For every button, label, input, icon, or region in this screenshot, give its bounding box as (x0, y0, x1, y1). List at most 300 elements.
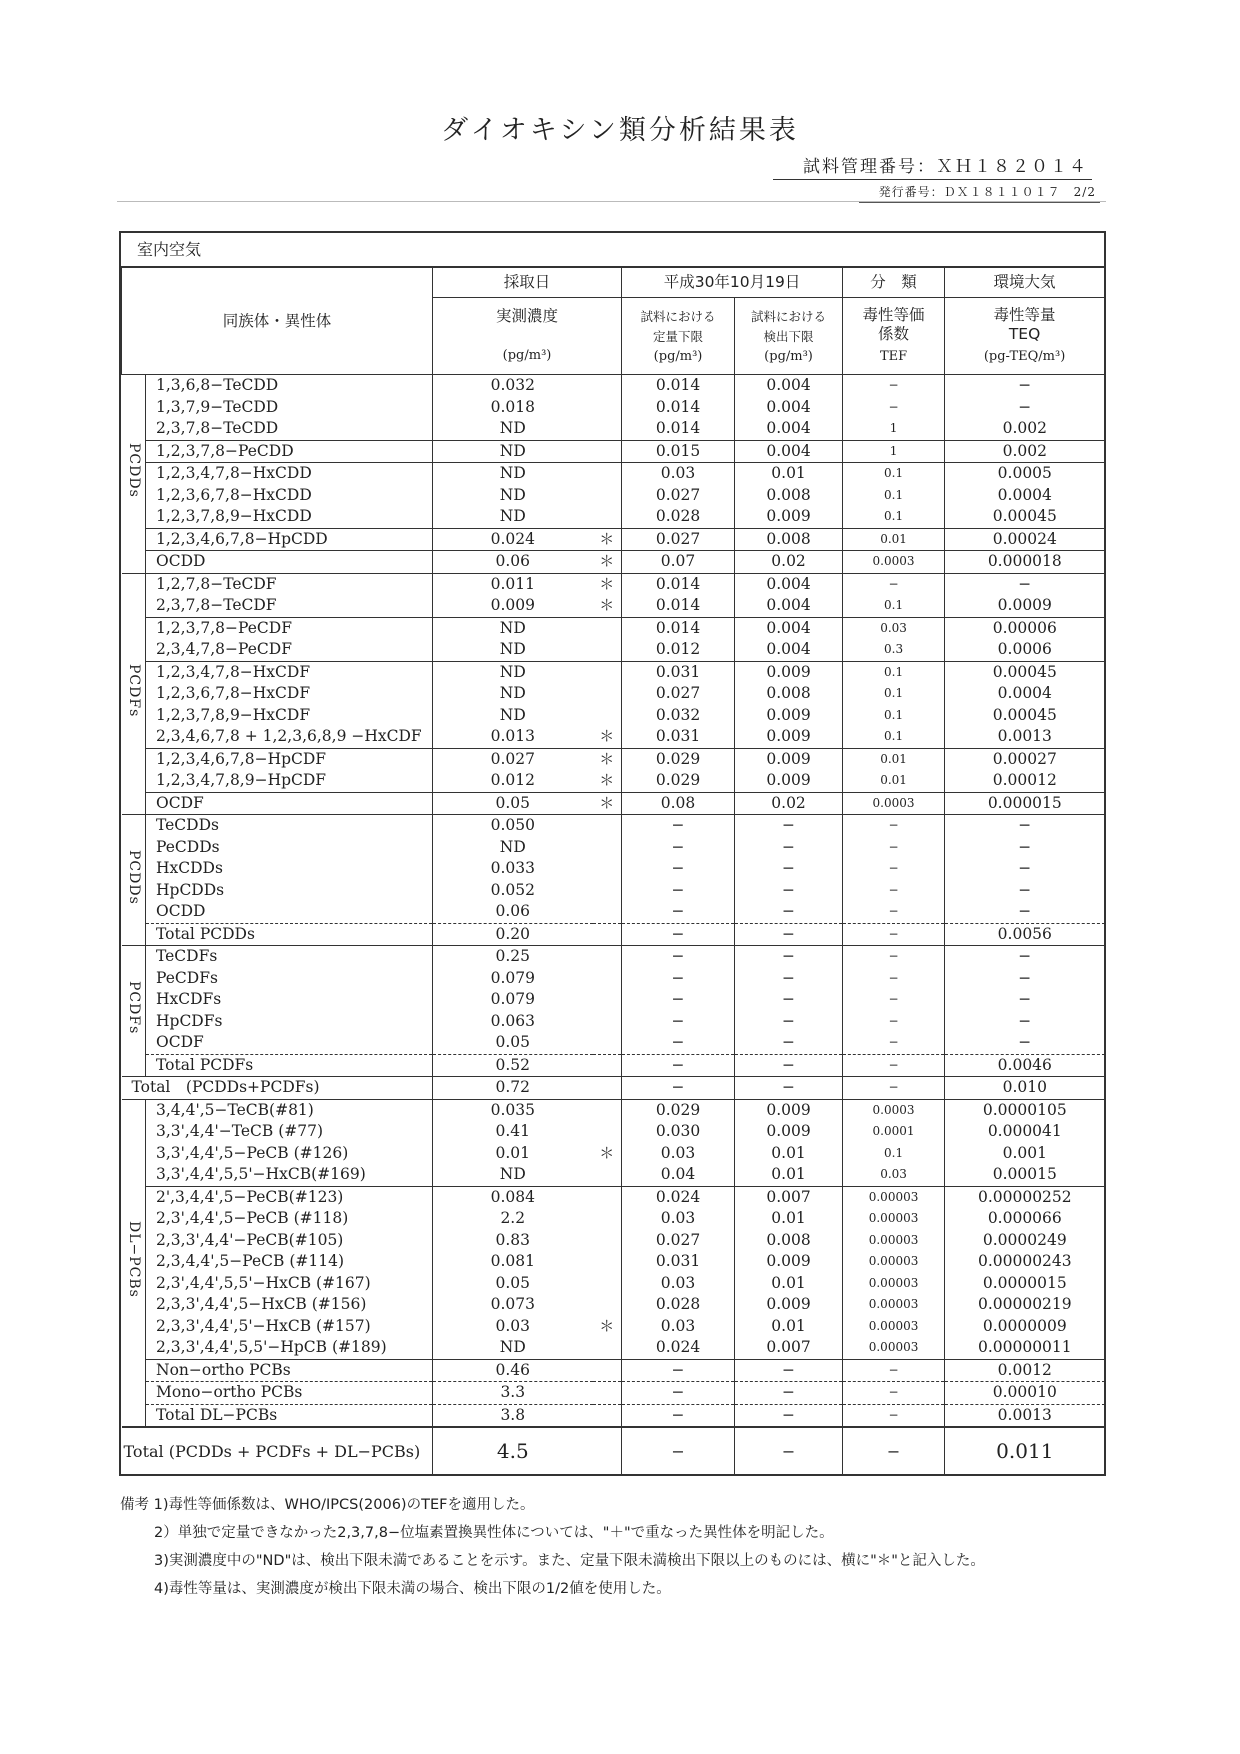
tef-value: 1 (843, 440, 945, 463)
quant-limit: − (622, 1011, 735, 1033)
congener-name: 2,3,7,8−TeCDD (156, 419, 279, 438)
below-quant-mark (593, 880, 622, 902)
quant-limit: 0.029 (622, 748, 735, 770)
tef-value: 0.01 (843, 770, 945, 792)
note-4: 4)毒性等量は、実測濃度が検出下限未満の場合、検出下限の1/2値を使用した。 (154, 1581, 671, 1597)
quant-limit: − (622, 946, 735, 968)
table-row (122, 1251, 1105, 1273)
congener-name: Total DL−PCBs (146, 1404, 433, 1427)
tef-value: 0.00003 (843, 1294, 945, 1316)
tef-value: 0.0003 (843, 1099, 945, 1121)
header-detect-limit: 試料における 検出下限 (pg/m³) (735, 298, 843, 375)
congener-name: 3,3',4,4',5−PeCB (#126) (156, 1143, 349, 1162)
measured-conc: 2.2 (433, 1208, 593, 1230)
teq-value: 0.0004 (945, 485, 1105, 507)
below-quant-mark: ＊ (593, 528, 622, 551)
tef-value: − (843, 815, 945, 837)
quant-limit: 0.024 (622, 1186, 735, 1208)
below-quant-mark: ＊ (593, 573, 622, 595)
table-row (122, 528, 1105, 551)
detect-limit: − (735, 1011, 843, 1033)
measured-conc: 0.52 (433, 1054, 593, 1077)
detect-limit: 0.004 (735, 595, 843, 617)
table-row (122, 946, 1105, 968)
teq-value: 0.00000243 (945, 1251, 1105, 1273)
below-quant-mark (593, 1294, 622, 1316)
table-row (122, 1208, 1105, 1230)
detect-limit: 0.01 (735, 463, 843, 485)
congener-name: 2,3,4,6,7,8 + 1,2,3,6,8,9 −HxCDF (156, 727, 422, 746)
measured-conc: 0.052 (433, 880, 593, 902)
group-pcdd-homologues-label: PCDDs (125, 849, 142, 905)
quant-limit: 0.031 (622, 726, 735, 748)
below-quant-mark (593, 946, 622, 968)
quant-limit: 0.04 (622, 1164, 735, 1186)
table-row (122, 551, 1105, 574)
table-row (122, 770, 1105, 792)
tef-value: − (843, 989, 945, 1011)
tef-value: − (843, 1382, 945, 1405)
measured-conc: 0.027 (433, 748, 593, 770)
header-tef: 毒性等価 係数 TEF (843, 298, 945, 375)
table-row (122, 858, 1105, 880)
detect-limit: 0.009 (735, 1099, 843, 1121)
table-row (122, 506, 1105, 528)
measured-conc: 0.024 (433, 528, 593, 551)
detect-limit: − (735, 880, 843, 902)
table-row (122, 726, 1105, 748)
table-row (122, 1230, 1105, 1252)
table-row (122, 901, 1105, 923)
measured-conc: 0.05 (433, 1273, 593, 1295)
below-quant-mark (593, 1404, 622, 1427)
tef-value: − (843, 397, 945, 419)
congener-name: 1,2,3,4,7,8−HxCDD (146, 463, 433, 485)
tef-value: 0.01 (843, 748, 945, 770)
below-quant-mark: ＊ (593, 748, 622, 770)
detect-limit: − (735, 837, 843, 859)
congener-name: 2',3,4,4',5−PeCB(#123) (146, 1186, 433, 1208)
teq-value: 0.00045 (945, 506, 1105, 528)
teq-value: 0.0013 (945, 1404, 1105, 1427)
measured-conc: 0.72 (433, 1077, 593, 1100)
detect-limit: 0.004 (735, 639, 843, 661)
below-quant-mark (593, 1011, 622, 1033)
measured-conc: 0.06 (433, 551, 593, 574)
detect-limit: − (735, 946, 843, 968)
teq-value: 0.000041 (945, 1121, 1105, 1143)
measured-conc: 3.3 (433, 1382, 593, 1405)
detect-limit: 0.009 (735, 1294, 843, 1316)
measured-conc: ND (433, 463, 593, 485)
below-quant-mark (593, 639, 622, 661)
table-row (122, 748, 1105, 770)
issue-number: 発行番号：ＤＸ１８１１０１７ 2/2 (859, 183, 1100, 203)
quant-limit: 0.014 (622, 573, 735, 595)
table-row (122, 968, 1105, 990)
table-row (122, 1032, 1105, 1054)
group-pcdfs (122, 573, 146, 815)
teq-value: 0.0005 (945, 463, 1105, 485)
below-quant-mark (593, 1382, 622, 1405)
group-pcdf-homologues-label: PCDFs (125, 981, 142, 1035)
measured-conc: ND (433, 506, 593, 528)
note-3: 3)実測濃度中の"ND"は、検出下限未満であることを示す。また、定量下限未満検出下限以上のものには、横に"＊"と記入した。 (154, 1553, 985, 1569)
teq-value: − (945, 858, 1105, 880)
congener-name: HpCDFs (156, 1011, 223, 1030)
quant-limit: 0.028 (622, 506, 735, 528)
table-row (122, 1359, 1105, 1382)
measured-conc: 0.05 (433, 792, 593, 815)
group-pcdds (122, 375, 146, 574)
quant-limit: − (622, 1054, 735, 1077)
table-row (122, 485, 1105, 507)
congener-name: 2,3',4,4',5−PeCB (#118) (156, 1209, 349, 1228)
measured-conc: 0.050 (433, 815, 593, 837)
detect-limit: 0.02 (735, 551, 843, 574)
below-quant-mark (593, 705, 622, 727)
detect-limit: 0.01 (735, 1143, 843, 1165)
detect-limit: 0.009 (735, 770, 843, 792)
teq-value: 0.002 (945, 418, 1105, 440)
header-sampling-date-label: 採取日 (433, 268, 622, 298)
below-quant-mark (593, 1230, 622, 1252)
below-quant-mark (593, 506, 622, 528)
below-quant-mark: ＊ (593, 551, 622, 574)
measured-conc: 0.079 (433, 968, 593, 990)
below-quant-mark (593, 837, 622, 859)
below-quant-mark (593, 463, 622, 485)
quant-limit: 0.014 (622, 418, 735, 440)
detect-limit: 0.007 (735, 1337, 843, 1359)
quant-limit: 0.015 (622, 440, 735, 463)
detect-limit: 0.009 (735, 705, 843, 727)
teq-value: 0.00045 (945, 661, 1105, 683)
quant-limit: 0.027 (622, 683, 735, 705)
teq-value: 0.00000252 (945, 1186, 1105, 1208)
quant-limit: − (622, 858, 735, 880)
congener-name: OCDD (156, 902, 206, 921)
congener-name: HxCDDs (156, 859, 223, 878)
detect-limit: − (735, 1382, 843, 1405)
group-dl-pcbs (122, 1099, 146, 1427)
tef-value: − (843, 923, 945, 946)
header-classification-label: 分 類 (843, 268, 945, 298)
teq-value: 0.0056 (945, 923, 1105, 946)
detect-limit: 0.007 (735, 1186, 843, 1208)
table-row (122, 923, 1105, 946)
table-row (122, 1099, 1105, 1121)
detect-limit: 0.01 (735, 1273, 843, 1295)
detect-limit: − (735, 815, 843, 837)
congener-name: PeCDDs (156, 837, 220, 856)
table-row (122, 1404, 1105, 1427)
quant-limit: 0.07 (622, 551, 735, 574)
table-row (122, 1427, 1105, 1474)
congener-name: 2,3,4,7,8−PeCDF (156, 640, 292, 659)
measured-conc: 0.012 (433, 770, 593, 792)
detect-limit: 0.008 (735, 485, 843, 507)
tef-value: 0.1 (843, 485, 945, 507)
table-body (122, 375, 1105, 1475)
congener-name: Total (PCDDs+PCDFs) (122, 1077, 433, 1100)
teq-value: 0.002 (945, 440, 1105, 463)
below-quant-mark (593, 901, 622, 923)
measured-conc: 0.06 (433, 901, 593, 923)
detect-limit: − (735, 989, 843, 1011)
tef-value: 0.00003 (843, 1251, 945, 1273)
header-sampling-date: 平成30年10月19日 (622, 268, 843, 298)
tef-value: 0.1 (843, 726, 945, 748)
measured-conc: 0.032 (433, 375, 593, 397)
congener-name: HxCDFs (156, 990, 222, 1009)
table-row (122, 705, 1105, 727)
below-quant-mark (593, 440, 622, 463)
quant-limit: 0.028 (622, 1294, 735, 1316)
quant-limit: 0.031 (622, 661, 735, 683)
table-row (122, 792, 1105, 815)
tef-value: − (843, 968, 945, 990)
header-classification: 環境大気 (945, 268, 1105, 298)
group-dl-pcbs-label: DL−PCBs (125, 1221, 142, 1299)
teq-value: 0.0009 (945, 595, 1105, 617)
below-quant-mark (593, 683, 622, 705)
quant-limit: 0.014 (622, 397, 735, 419)
quant-limit: − (622, 815, 735, 837)
below-quant-mark: ＊ (599, 1143, 615, 1162)
teq-value: 0.001 (945, 1143, 1105, 1165)
tef-value: 0.00003 (843, 1230, 945, 1252)
table-row (122, 1054, 1105, 1077)
table-row (122, 418, 1105, 440)
detect-limit: − (735, 1054, 843, 1077)
detect-limit: 0.009 (735, 748, 843, 770)
table-row (122, 1337, 1105, 1359)
congener-name: 1,2,3,7,8−PeCDD (146, 440, 433, 463)
congener-name: 1,3,7,9−TeCDD (156, 397, 279, 416)
congener-name: 2,3,3',4,4',5−HxCB (#156) (156, 1295, 367, 1314)
congener-name: 2,3,7,8−TeCDF (156, 596, 277, 615)
tef-value: 0.1 (843, 1143, 945, 1165)
measured-conc: 0.20 (433, 923, 593, 946)
teq-value: − (945, 901, 1105, 923)
teq-value: 0.010 (945, 1077, 1105, 1100)
quant-limit: 0.029 (622, 1099, 735, 1121)
sample-type: 室内空気 (121, 233, 1104, 267)
teq-value: 0.00010 (945, 1382, 1105, 1405)
quant-limit: 0.027 (622, 485, 735, 507)
congener-name: 2,3,3',4,4',5,5'−HpCB (#189) (156, 1338, 387, 1357)
table-row (122, 661, 1105, 683)
quant-limit: − (622, 1427, 735, 1474)
table-row (122, 463, 1105, 485)
detect-limit: 0.004 (735, 418, 843, 440)
quant-limit: − (622, 923, 735, 946)
tef-value: 0.0003 (843, 792, 945, 815)
congener-name: 1,2,7,8−TeCDF (146, 573, 433, 595)
table-row (122, 639, 1105, 661)
congener-name: Total PCDFs (146, 1054, 433, 1077)
detect-limit: 0.02 (735, 792, 843, 815)
teq-value: 0.000018 (945, 551, 1105, 574)
congener-name: 1,2,3,4,7,8−HxCDF (146, 661, 433, 683)
tef-value: − (843, 1404, 945, 1427)
measured-conc: ND (433, 837, 593, 859)
management-number: 試料管理番号：ＸＨ１８２０１４ (773, 152, 1092, 180)
detect-limit: 0.009 (735, 726, 843, 748)
below-quant-mark (593, 1359, 622, 1382)
congener-name: Mono−ortho PCBs (146, 1382, 433, 1405)
detect-limit: − (735, 1404, 843, 1427)
teq-value: − (945, 946, 1105, 968)
quant-limit: 0.03 (622, 463, 735, 485)
below-quant-mark: ＊ (593, 792, 622, 815)
notes (120, 1491, 985, 1603)
congener-name: 2,3,3',4,4'−PeCB(#105) (156, 1230, 344, 1249)
below-quant-mark (593, 858, 622, 880)
below-quant-mark (593, 397, 622, 419)
measured-conc: ND (433, 661, 593, 683)
quant-limit: − (622, 880, 735, 902)
quant-limit: 0.024 (622, 1337, 735, 1359)
tef-value: 0.0001 (843, 1121, 945, 1143)
quant-limit: 0.014 (622, 595, 735, 617)
quant-limit: − (622, 1404, 735, 1427)
table-row (122, 573, 1105, 595)
below-quant-mark: ＊ (599, 771, 615, 790)
quant-limit: − (622, 989, 735, 1011)
below-quant-mark (593, 1186, 622, 1208)
congener-name: 2,3',4,4',5,5'−HxCB (#167) (156, 1273, 371, 1292)
congener-name: Total PCDDs (146, 923, 433, 946)
tef-value: 0.1 (843, 661, 945, 683)
congener-name: OCDF (156, 1033, 204, 1052)
teq-value: − (945, 815, 1105, 837)
results-sheet (119, 231, 1106, 1476)
below-quant-mark (593, 1164, 622, 1186)
detect-limit: − (735, 1077, 843, 1100)
measured-conc: 0.073 (433, 1294, 593, 1316)
document-title: ダイオキシン類分析結果表 (441, 115, 799, 146)
detect-limit: 0.004 (735, 617, 843, 639)
measured-conc: 0.01 (433, 1143, 593, 1165)
tef-value: 0.1 (843, 463, 945, 485)
below-quant-mark (593, 1054, 622, 1077)
below-quant-mark: ＊ (599, 596, 615, 615)
tef-value: − (843, 858, 945, 880)
quant-limit: 0.03 (622, 1208, 735, 1230)
measured-conc: 0.46 (433, 1359, 593, 1382)
tef-value: − (843, 901, 945, 923)
tef-value: 0.00003 (843, 1186, 945, 1208)
detect-limit: 0.009 (735, 506, 843, 528)
detect-limit: − (735, 923, 843, 946)
table-row (122, 1273, 1105, 1295)
congener-name: 3,3',4,4',5,5'−HxCB(#169) (156, 1165, 366, 1184)
table-row (122, 1186, 1105, 1208)
teq-value: 0.000066 (945, 1208, 1105, 1230)
table-row (122, 1121, 1105, 1143)
teq-value: 0.00015 (945, 1164, 1105, 1186)
below-quant-mark (593, 1032, 622, 1054)
measured-conc: 0.03 (433, 1316, 593, 1338)
measured-conc: 0.081 (433, 1251, 593, 1273)
teq-value: 0.0012 (945, 1359, 1105, 1382)
tef-value: 0.3 (843, 639, 945, 661)
measured-conc: 0.018 (433, 397, 593, 419)
detect-limit: − (735, 1032, 843, 1054)
measured-conc: 0.079 (433, 989, 593, 1011)
measured-conc: 0.035 (433, 1099, 593, 1121)
teq-value: 0.0000015 (945, 1273, 1105, 1295)
measured-conc: 0.033 (433, 858, 593, 880)
teq-value: 0.00006 (945, 617, 1105, 639)
measured-conc: ND (433, 617, 593, 639)
measured-conc: ND (433, 705, 593, 727)
below-quant-mark (593, 923, 622, 946)
tef-value: − (843, 1077, 945, 1100)
below-quant-mark (593, 485, 622, 507)
tef-value: 0.1 (843, 595, 945, 617)
measured-conc: ND (433, 418, 593, 440)
measured-conc: 0.013 (433, 726, 593, 748)
teq-value: − (945, 1011, 1105, 1033)
table-row (122, 1382, 1105, 1405)
quant-limit: 0.030 (622, 1121, 735, 1143)
tef-value: − (843, 573, 945, 595)
congener-name: 1,2,3,7,8,9−HxCDF (156, 705, 311, 724)
teq-value: − (945, 880, 1105, 902)
detect-limit: 0.008 (735, 683, 843, 705)
quant-limit: − (622, 1359, 735, 1382)
below-quant-mark (593, 375, 622, 397)
measured-conc: ND (433, 1337, 593, 1359)
measured-conc: 0.011 (433, 573, 593, 595)
measured-conc: ND (433, 1164, 593, 1186)
detect-limit: 0.004 (735, 440, 843, 463)
tef-value: − (843, 1359, 945, 1382)
group-pcdfs-label: PCDFs (125, 664, 142, 718)
below-quant-mark (593, 418, 622, 440)
quant-limit: 0.012 (622, 639, 735, 661)
quant-limit: 0.014 (622, 617, 735, 639)
table-row (122, 1294, 1105, 1316)
below-quant-mark (593, 1099, 622, 1121)
quant-limit: − (622, 837, 735, 859)
table-row (122, 1164, 1105, 1186)
congener-name: OCDF (146, 792, 433, 815)
measured-conc: 0.41 (433, 1121, 593, 1143)
table-row (122, 683, 1105, 705)
detect-limit: 0.009 (735, 1251, 843, 1273)
measured-conc: ND (433, 485, 593, 507)
detect-limit: 0.01 (735, 1316, 843, 1338)
measured-conc: ND (433, 683, 593, 705)
table-row (122, 440, 1105, 463)
congener-name: Total (PCDDs + PCDFs + DL−PCBs) (122, 1427, 433, 1474)
tef-value: − (843, 1011, 945, 1033)
congener-name: 1,2,3,7,8,9−HxCDD (156, 507, 312, 526)
congener-name: 3,4,4',5−TeCB(#81) (146, 1099, 433, 1121)
group-pcdf-homologues (122, 946, 146, 1077)
measured-conc: 4.5 (433, 1427, 593, 1474)
group-pcdds-label: PCDDs (125, 443, 142, 499)
congener-name: 1,2,3,6,7,8−HxCDF (156, 684, 311, 703)
table-row (122, 989, 1105, 1011)
detect-limit: − (735, 1359, 843, 1382)
congener-name: PeCDFs (156, 968, 218, 987)
quant-limit: − (622, 901, 735, 923)
